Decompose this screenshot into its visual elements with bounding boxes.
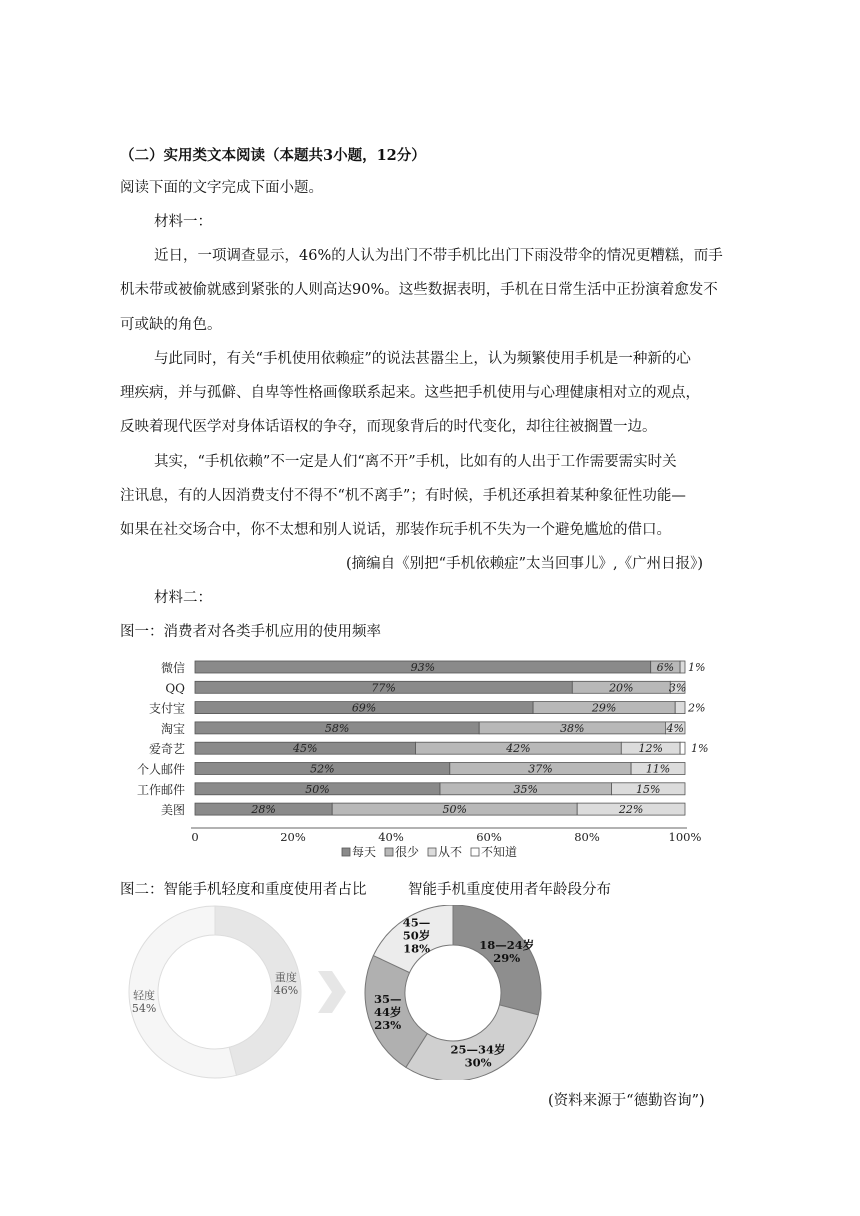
bar-value-label: 22%	[618, 803, 644, 817]
legend-swatch	[342, 848, 350, 856]
x-tick-label: 40%	[378, 830, 404, 844]
bar-value-label: 2%	[688, 701, 706, 715]
x-tick-label: 100%	[668, 830, 702, 844]
bar-segment	[675, 702, 685, 714]
legend-label: 从不	[438, 845, 463, 859]
legend-label: 每天	[352, 845, 377, 859]
material1-label: 材料一：	[154, 214, 212, 230]
bar-value-label: 11%	[645, 762, 671, 776]
x-tick-label: 20%	[280, 830, 306, 844]
bar-value-label: 6%	[656, 661, 675, 674]
bar-value-label: 45%	[293, 742, 318, 756]
slice-label: 重度	[274, 971, 297, 985]
slice-value: 30%	[464, 1055, 492, 1070]
material1-line: 注讯息，有的人因消费支付不得不“机不离手”；有时候，手机还承担着某种象征性功能—	[120, 488, 686, 504]
legend-label: 不知道	[481, 845, 518, 859]
slice-value: 18%	[403, 941, 431, 956]
material1-line: 可或缺的角色。	[120, 317, 222, 333]
bar-value-label: 42%	[506, 742, 531, 756]
legend-label: 很少	[395, 845, 420, 859]
bar-value-label: 58%	[324, 721, 350, 735]
material1-line: 其实，“手机依赖”不一定是人们“离不开”手机，比如有的人出于工作需要需实时关	[154, 454, 677, 470]
bar-value-label: 38%	[560, 721, 585, 735]
bar-value-label: 77%	[371, 681, 396, 695]
arrow-icon	[318, 971, 346, 1013]
slice-label: 25—34岁	[450, 1042, 506, 1057]
material1-line: 如果在社交场合中，你不太想和别人说话，那装作玩手机不失为一个避免尴尬的借口。	[120, 522, 671, 538]
bar-value-label: 3%	[668, 681, 687, 695]
category-label: 微信	[160, 661, 185, 675]
material1-line: 理疾病，并与孤僻、自卑等性格画像联系起来。这些把手机使用与心理健康相对立的观点，	[120, 385, 700, 401]
figure2-caption: 图二：智能手机轻度和重度使用者占比	[120, 882, 367, 898]
material1-source: (摘编自《别把“手机依赖症”太当回事儿》,《广州日报》)	[346, 556, 703, 572]
legend-swatch	[385, 848, 393, 856]
bar-segment	[680, 661, 685, 673]
bar-value-label: 50%	[305, 782, 330, 796]
bar-value-label: 1%	[688, 661, 706, 674]
material1-line: 机未带或被偷就感到紧张的人则高达90%。这些数据表明，手机在日常生活中正扮演着愈发不	[120, 282, 718, 298]
user-share-donuts	[120, 905, 560, 1080]
section-title: （二）实用类文本阅读（本题共3小题，12分）	[120, 147, 426, 164]
usage-frequency-chart	[120, 645, 720, 865]
slice-value: 29%	[493, 950, 521, 965]
material2-label: 材料二：	[154, 590, 212, 606]
bar-value-label: 50%	[442, 803, 467, 817]
category-label: 工作邮件	[136, 782, 185, 797]
category-label: 支付宝	[148, 701, 185, 716]
x-tick-label: 60%	[476, 830, 502, 844]
category-label: 爱奇艺	[148, 742, 185, 757]
category-label: 淘宝	[160, 721, 185, 736]
bar-value-label: 4%	[666, 721, 684, 735]
bar-value-label: 37%	[528, 762, 553, 776]
bar-value-label: 93%	[410, 661, 436, 674]
bar-value-label: 69%	[351, 701, 377, 715]
slice-label: 18—24岁	[479, 937, 535, 952]
bar-value-label: 1%	[691, 742, 709, 756]
x-tick-label: 0	[191, 830, 199, 844]
bar-value-label: 12%	[638, 742, 663, 756]
bar-value-label: 35%	[513, 782, 538, 796]
material1-line: 与此同时，有关“手机使用依赖症”的说法甚嚣尘上，认为频繁使用手机是一种新的心	[154, 351, 691, 367]
figure1-caption: 图一：消费者对各类手机应用的使用频率	[120, 624, 381, 640]
category-label: 个人邮件	[136, 762, 185, 777]
material1-line: 近日，一项调查显示，46%的人认为出门不带手机比出门下雨没带伞的情况更糟糕，而手	[154, 248, 723, 264]
bar-value-label: 15%	[636, 782, 661, 796]
slice-value: 54%	[131, 1001, 157, 1015]
bar-value-label: 29%	[591, 701, 617, 715]
slice-label: 45—	[402, 915, 431, 930]
x-tick-label: 80%	[574, 830, 600, 844]
bar-value-label: 20%	[609, 681, 634, 695]
slice-label: 44岁	[373, 1004, 402, 1019]
figure3-caption: 智能手机重度使用者年龄段分布	[408, 882, 611, 898]
legend-swatch	[428, 848, 436, 856]
slice-value: 23%	[374, 1017, 402, 1032]
category-label: QQ	[165, 681, 185, 696]
slice-label: 轻度	[133, 988, 156, 1002]
slice-label: 35—	[373, 991, 402, 1006]
material1-line: 反映着现代医学对身体话语权的争夺，而现象背后的时代变化，却往往被搁置一边。	[120, 419, 657, 435]
bar-segment	[680, 742, 685, 754]
bar-value-label: 28%	[251, 803, 276, 817]
instruction: 阅读下面的文字完成下面小题。	[120, 180, 323, 196]
slice-label: 50岁	[402, 928, 431, 943]
slice-value: 46%	[273, 984, 299, 998]
legend-swatch	[471, 848, 479, 856]
category-label: 美图	[160, 803, 185, 818]
bar-value-label: 52%	[310, 762, 335, 776]
material2-source: (资料来源于“德勤咨询”)	[548, 1093, 705, 1109]
